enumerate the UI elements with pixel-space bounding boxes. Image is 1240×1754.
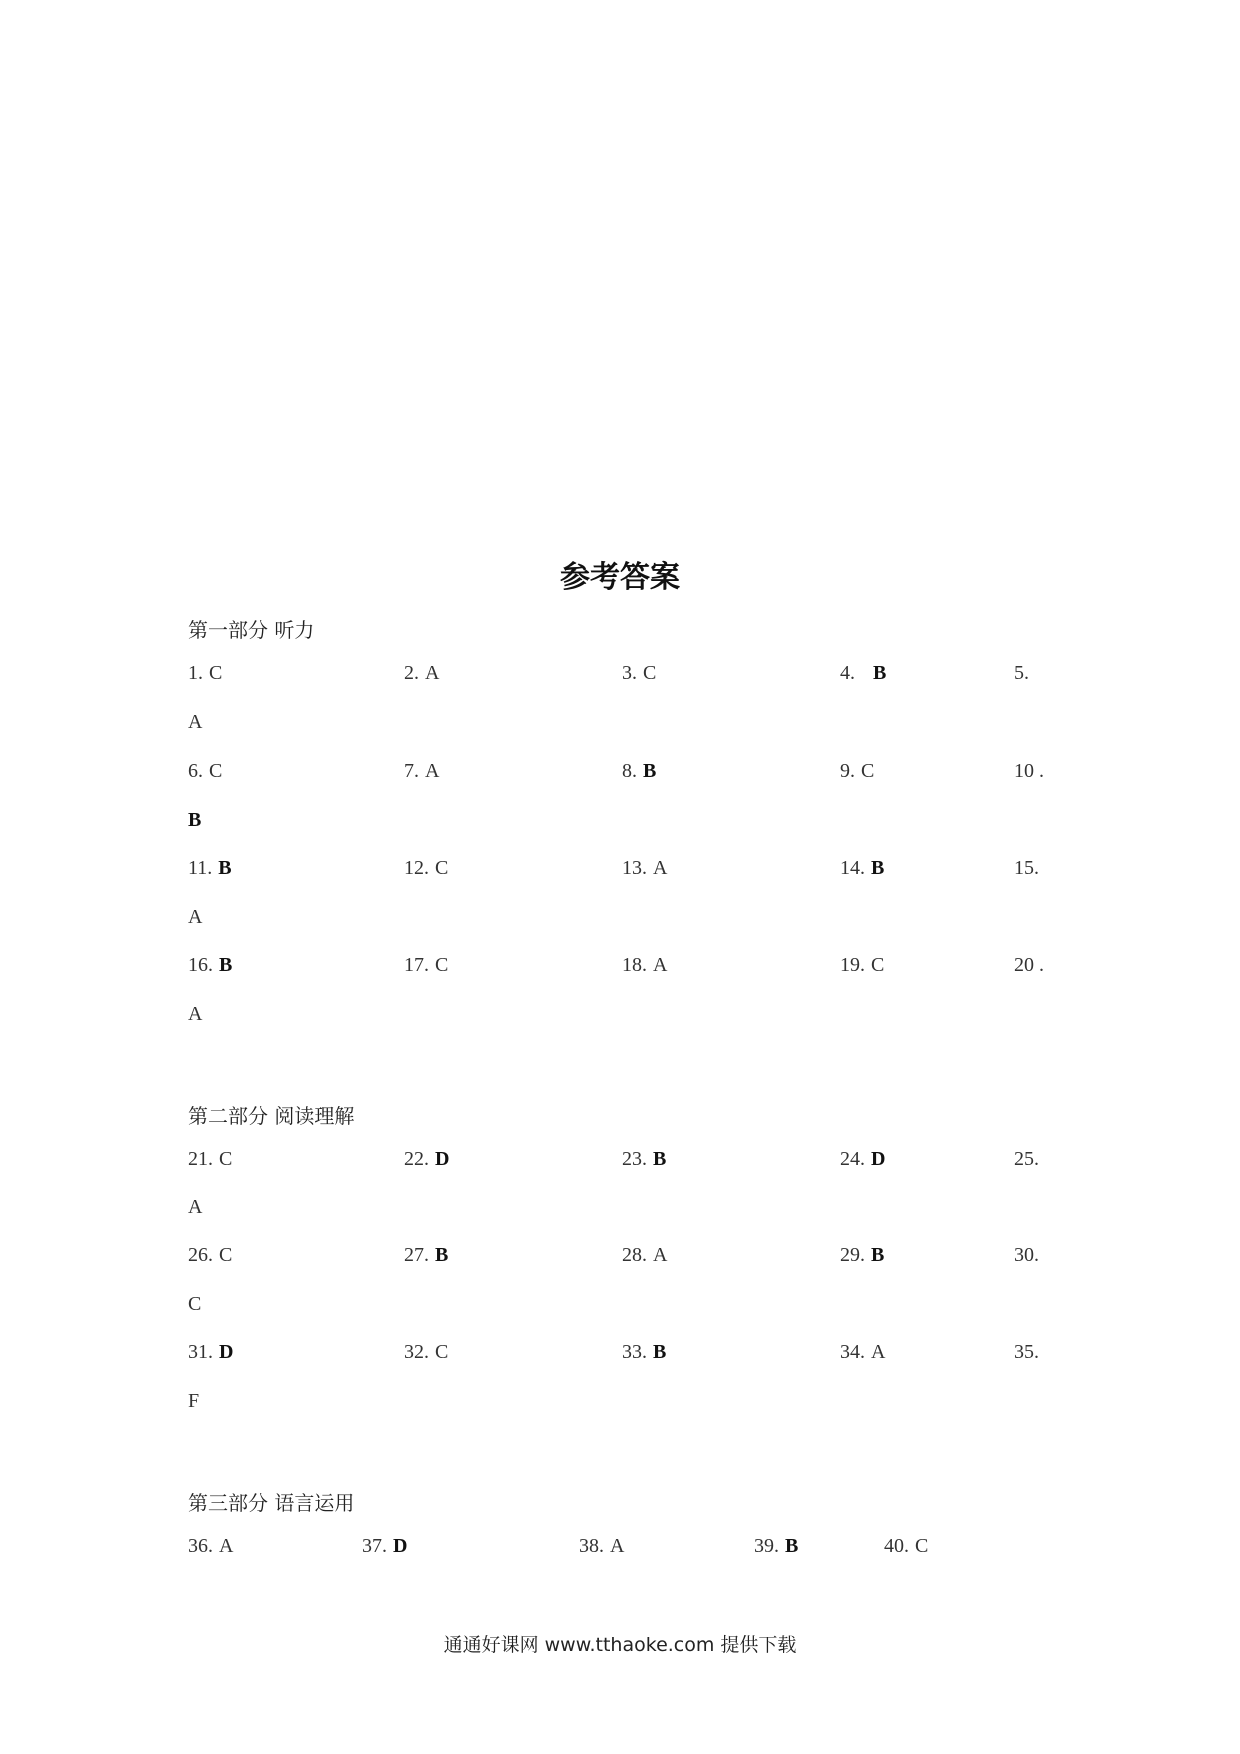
question-number: 3. [622, 662, 637, 684]
answer-item [840, 950, 884, 980]
answer-item [1014, 853, 1039, 883]
question-number: 12. [404, 857, 429, 879]
answer-choice: B [643, 760, 657, 782]
answer-item [622, 658, 656, 688]
answer-item [840, 1240, 884, 1270]
answer-choice: C [219, 1148, 233, 1170]
answer-item [404, 853, 448, 883]
answer-item [1014, 950, 1044, 980]
question-number: 24. [840, 1148, 865, 1170]
question-number: 33. [622, 1341, 647, 1363]
answer-row [0, 950, 1240, 980]
wrapped-answer: A [188, 1003, 203, 1025]
page-footer: 通通好课网 www.tthaoke.com 提供下载 [443, 1634, 797, 1656]
answer-row [0, 756, 1240, 786]
question-number: 22. [404, 1148, 429, 1170]
answer-item [188, 658, 222, 688]
answer-choice: D [871, 1148, 886, 1170]
answer-choice: C [435, 857, 449, 879]
answer-item [1014, 1144, 1039, 1174]
answer-row [0, 1144, 1240, 1174]
answer-choice: D [435, 1148, 450, 1170]
answer-item [404, 756, 439, 786]
answer-item [840, 1337, 885, 1367]
section-heading-listening: 第一部分 听力 [188, 618, 315, 642]
question-number: 2. [404, 662, 419, 684]
wrapped-answer: A [188, 711, 203, 733]
question-number: 5. [1014, 662, 1029, 684]
question-number: 40. [884, 1535, 909, 1557]
answer-item [1014, 1337, 1039, 1367]
wrapped-answer: B [188, 809, 202, 831]
question-number: 16. [188, 954, 213, 976]
answer-choice: C [209, 760, 223, 782]
answer-choice: A [219, 1535, 234, 1557]
answer-item [404, 658, 439, 688]
answer-item [622, 1240, 667, 1270]
question-number: 37. [362, 1535, 387, 1557]
wrapped-answer: A [188, 1196, 203, 1218]
answer-choice: C [219, 1244, 233, 1266]
answer-item [622, 1144, 666, 1174]
wrapped-answer: F [188, 1390, 200, 1412]
answer-choice: C [871, 954, 885, 976]
answer-item [622, 950, 667, 980]
page-title: 参考答案 [560, 560, 680, 595]
question-number: 10 . [1014, 760, 1044, 782]
question-number: 11. [188, 857, 213, 879]
answer-choice: B [871, 1244, 885, 1266]
answer-item [188, 1240, 232, 1270]
question-number: 8. [622, 760, 637, 782]
answer-choice: C [209, 662, 223, 684]
answer-item [840, 658, 886, 688]
question-number: 6. [188, 760, 203, 782]
answer-choice: A [653, 1244, 668, 1266]
answer-choice: B [653, 1341, 667, 1363]
answer-choice: C [915, 1535, 929, 1557]
answer-item [404, 950, 448, 980]
question-number: 19. [840, 954, 865, 976]
question-number: 7. [404, 760, 419, 782]
answer-item [362, 1531, 407, 1561]
question-number: 30. [1014, 1244, 1039, 1266]
question-number: 32. [404, 1341, 429, 1363]
question-number: 4. [840, 662, 855, 684]
answer-choice: B [218, 857, 232, 879]
answer-row [0, 1531, 1240, 1561]
question-number: 21. [188, 1148, 213, 1170]
answer-row [0, 853, 1240, 883]
question-number: 9. [840, 760, 855, 782]
answer-item [1014, 658, 1029, 688]
question-number: 25. [1014, 1148, 1039, 1170]
question-number: 15. [1014, 857, 1039, 879]
answer-item [188, 1531, 233, 1561]
answer-choice: C [643, 662, 657, 684]
answer-item [884, 1531, 928, 1561]
question-number: 31. [188, 1341, 213, 1363]
answer-item [188, 950, 232, 980]
answer-choice: B [785, 1535, 799, 1557]
answer-row [0, 1240, 1240, 1270]
answer-choice: B [871, 857, 885, 879]
answer-row [0, 1337, 1240, 1367]
answer-item [188, 1337, 233, 1367]
answer-choice: C [861, 760, 875, 782]
answer-item [840, 853, 884, 883]
answer-item [622, 853, 667, 883]
answer-choice: A [871, 1341, 886, 1363]
answer-choice: B [435, 1244, 449, 1266]
answer-item [404, 1144, 449, 1174]
answer-item [579, 1531, 624, 1561]
answer-choice: D [219, 1341, 234, 1363]
answer-choice: A [653, 857, 668, 879]
question-number: 14. [840, 857, 865, 879]
answer-item [188, 756, 222, 786]
question-number: 13. [622, 857, 647, 879]
answer-choice: C [435, 1341, 449, 1363]
answer-choice: C [435, 954, 449, 976]
answer-item [404, 1337, 448, 1367]
answer-choice: D [393, 1535, 408, 1557]
question-number: 36. [188, 1535, 213, 1557]
question-number: 38. [579, 1535, 604, 1557]
question-number: 23. [622, 1148, 647, 1170]
question-number: 26. [188, 1244, 213, 1266]
answer-item [188, 1144, 232, 1174]
question-number: 39. [754, 1535, 779, 1557]
answer-item [404, 1240, 448, 1270]
question-number: 35. [1014, 1341, 1039, 1363]
section-heading-reading: 第二部分 阅读理解 [188, 1104, 355, 1128]
question-number: 34. [840, 1341, 865, 1363]
answer-item [840, 1144, 885, 1174]
answer-item [1014, 1240, 1039, 1270]
answer-item [1014, 756, 1044, 786]
question-number: 1. [188, 662, 203, 684]
question-number: 18. [622, 954, 647, 976]
question-number: 20 . [1014, 954, 1044, 976]
answer-choice: A [653, 954, 668, 976]
answer-row [0, 658, 1240, 688]
answer-item [840, 756, 874, 786]
answer-choice: B [873, 662, 887, 684]
question-number: 29. [840, 1244, 865, 1266]
answer-item [622, 756, 656, 786]
section-heading-language-use: 第三部分 语言运用 [188, 1491, 355, 1515]
question-number: 17. [404, 954, 429, 976]
answer-choice: A [425, 760, 440, 782]
answer-choice: B [219, 954, 233, 976]
answer-choice: A [425, 662, 440, 684]
question-number: 28. [622, 1244, 647, 1266]
answer-choice: B [653, 1148, 667, 1170]
answer-choice: A [610, 1535, 625, 1557]
wrapped-answer: C [188, 1293, 202, 1315]
question-number: 27. [404, 1244, 429, 1266]
answer-item [622, 1337, 666, 1367]
answer-item [188, 853, 232, 883]
wrapped-answer: A [188, 906, 203, 928]
answer-item [754, 1531, 798, 1561]
